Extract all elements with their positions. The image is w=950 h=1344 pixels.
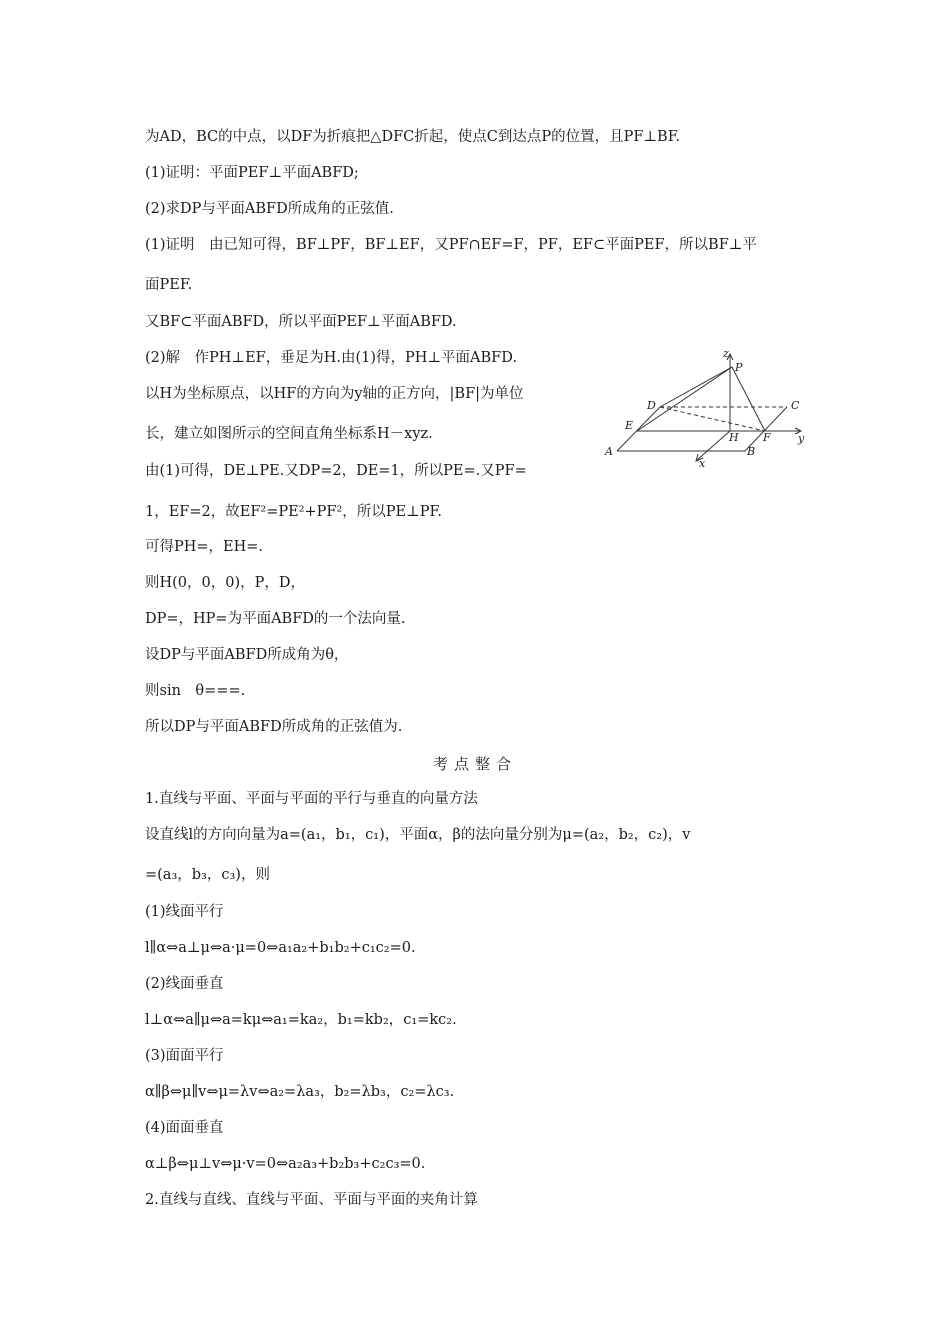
label-x: x bbox=[699, 457, 706, 470]
text-line: (1)证明 由已知可得，BF⊥PF，BF⊥EF，又PF∩EF=F，PF，EF⊂平面PEF，所以BF⊥平 bbox=[145, 237, 757, 253]
text-line: 1，EF=2，故EF²=PE²+PF²，所以PE⊥PF. bbox=[145, 504, 442, 520]
text-line: 则sin θ===. bbox=[145, 683, 246, 699]
text-line: 又BF⊂平面ABFD，所以平面PEF⊥平面ABFD. bbox=[145, 314, 457, 330]
label-F: F bbox=[763, 431, 771, 444]
x-axis bbox=[697, 431, 730, 460]
text-line: 1.直线与平面、平面与平面的平行与垂直的向量方法 bbox=[145, 791, 478, 807]
text-line: α∥β⇔μ∥v⇔μ=λv⇔a₂=λa₃，b₂=λb₃，c₂=λc₃. bbox=[145, 1084, 455, 1100]
text-line: 所以DP与平面ABFD所成角的正弦值为. bbox=[145, 719, 403, 735]
text-line: DP=，HP=为平面ABFD的一个法向量. bbox=[145, 611, 406, 627]
text-line: (3)面面平行 bbox=[145, 1048, 224, 1064]
edge-PD bbox=[660, 367, 732, 407]
text-line: 面PEF. bbox=[145, 277, 193, 293]
label-D: D bbox=[647, 399, 656, 412]
text-line: 长，建立如图所示的空间直角坐标系H－xyz. bbox=[145, 426, 433, 442]
label-B: B bbox=[747, 445, 756, 458]
text-line: (2)求DP与平面ABFD所成角的正弦值. bbox=[145, 201, 394, 217]
text-line: 以H为坐标原点，以HF的方向为y轴的正方向，|BF|为单位 bbox=[145, 386, 524, 402]
text-line: (4)面面垂直 bbox=[145, 1120, 224, 1136]
text-line: (2)线面垂直 bbox=[145, 976, 224, 992]
text-line: α⊥β⇔μ⊥v⇔μ·v=0⇔a₂a₃+b₂b₃+c₂c₃=0. bbox=[145, 1156, 426, 1172]
label-H: H bbox=[729, 431, 739, 444]
edge-DF bbox=[660, 407, 765, 431]
section-heading: 考点整合 bbox=[432, 755, 517, 773]
text-line: 由(1)可得，DE⊥PE.又DP=2，DE=1，所以PE=.又PF= bbox=[145, 463, 527, 479]
text-line: l∥α⇔a⊥μ⇔a·μ=0⇔a₁a₂+b₁b₂+c₁c₂=0. bbox=[145, 940, 416, 956]
label-C: C bbox=[791, 399, 800, 412]
text-line: 2.直线与直线、直线与平面、平面与平面的夹角计算 bbox=[145, 1192, 478, 1208]
label-A: A bbox=[605, 445, 613, 458]
text-line: =(a₃，b₃，c₃)，则 bbox=[145, 867, 270, 883]
label-y: y bbox=[798, 432, 805, 445]
label-E: E bbox=[625, 419, 634, 432]
edge-PF bbox=[732, 367, 765, 431]
text-line: 设DP与平面ABFD所成角为θ， bbox=[145, 647, 349, 663]
text-line: (2)解 作PH⊥EF，垂足为H.由(1)得，PH⊥平面ABFD. bbox=[145, 350, 517, 366]
text-line: (1)证明：平面PEF⊥平面ABFD; bbox=[145, 165, 359, 181]
geometry-figure bbox=[595, 345, 815, 470]
label-P: P bbox=[735, 361, 743, 374]
text-line: (1)线面平行 bbox=[145, 904, 224, 920]
text-line: 可得PH=，EH=. bbox=[145, 539, 264, 555]
label-z: z bbox=[723, 347, 729, 360]
edge-AD bbox=[617, 407, 660, 451]
text-line: 设直线l的方向向量为a=(a₁，b₁，c₁)，平面α，β的法向量分别为μ=(a₂，b₂，c₂)，v bbox=[145, 827, 691, 843]
text-line: 为AD，BC的中点，以DF为折痕把△DFC折起，使点C到达点P的位置，且PF⊥BF. bbox=[145, 129, 681, 145]
text-line: 则H(0，0，0)，P，D， bbox=[145, 575, 306, 591]
text-line: l⊥α⇔a∥μ⇔a=kμ⇔a₁=ka₂，b₁=kb₂，c₁=kc₂. bbox=[145, 1012, 457, 1028]
